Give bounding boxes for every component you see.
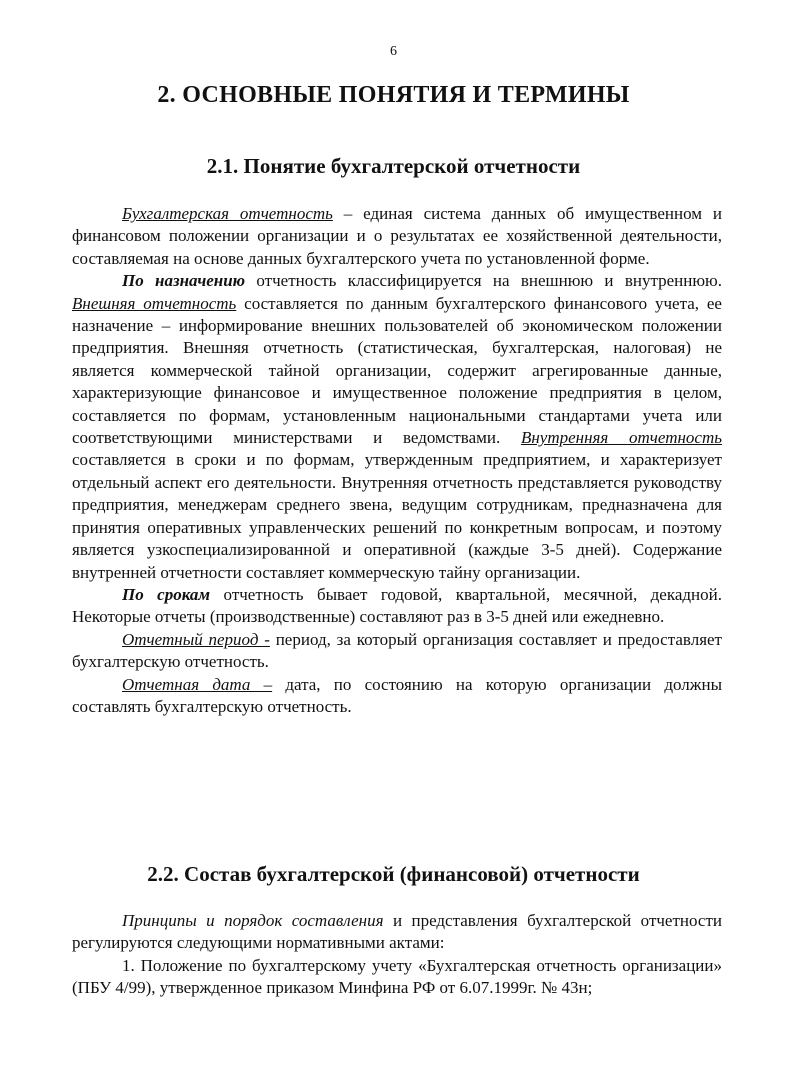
paragraph-text: составляется по данным бухгалтерского финансового учета, ее назначение – информирование внешних пользователей об экономическом положении предприятия. Внешняя отчетность (статистическая, бухгалтерская, налоговая) не является коммерческой тайной организации, содержит агрегированные данные, характеризующие финансовое и имущественное положение предприятия в целом, составляется по формам, установленным национальными стандартами учета или соответствующими министерствами и ведомствами. [72,293,722,448]
section-2-1-body [72,203,722,718]
paragraph-reporting-date [72,674,722,719]
paragraph-text: 1. Положение по бухгалтерскому учету «Бухгалтерская отчетность организации» (ПБУ 4/99), утвержденное приказом Минфина РФ от 6.07.1999г. № 43н; [72,955,722,998]
paragraph-terms [72,584,722,629]
paragraph-text: и представления бухгалтерской отчетности регулируются следующими нормативными актами: [72,911,722,953]
paragraph-text: отчетность классифицируется на внешнюю и внутреннюю. [245,271,722,291]
term-reporting-period: Отчетный период - [122,629,270,649]
paragraph-definition [72,203,722,270]
term-reporting-date: Отчетная дата – [122,674,273,694]
paragraph-principles [72,910,722,955]
paragraph-reporting-period [72,629,722,674]
term-principles: Принципы и порядок составления [122,911,384,930]
page-number: 6 [390,44,397,59]
paragraph-text: отчетность бывает годовой, квартальной, месячной, декадной. Некоторые отчеты (производственные) составляют раз в 3-5 дней или ежедневно. [72,584,722,627]
section-2-2-body [72,910,722,1000]
chapter-heading: 2. ОСНОВНЫЕ ПОНЯТИЯ И ТЕРМИНЫ [157,82,630,108]
term-by-period: По срокам [122,584,211,604]
term-internal-reporting: Внутренняя отчетность [520,428,722,448]
term-accounting-reporting: Бухгалтерская отчетность [122,204,333,223]
paragraph-purpose [72,270,722,584]
paragraph-text: составляется в сроки и по формам, утвержденным предприятием, и характеризует отдельный аспект его деятельности. Внутренняя отчетность представляется руководству предприятия, менеджерам среднего звена, ведущим сотрудникам, предназначена для принятия оперативных управленческих решений по конкретным вопросам, и поэтому является узкоспециализированной и оперативной (каждые 3-5 дней). Содержание внутренней отчетности составляет коммерческую тайну организации. [72,450,722,582]
section-heading-2-2: 2.2. Состав бухгалтерской (финансовой) отчетности [147,862,640,886]
list-item [72,955,722,1000]
paragraph-text: дата, по состоянию на которую организации должны составлять бухгалтерскую отчетность. [72,674,722,716]
term-by-purpose: По назначению [122,271,246,291]
section-heading-2-1: 2.1. Понятие бухгалтерской отчетности [206,154,581,178]
term-external-reporting: Внешняя отчетность [72,293,237,313]
paragraph-text: период, за который организация составляет и предоставляет бухгалтерскую отчетность. [72,629,722,672]
paragraph-text: – единая система данных об имущественном и финансовом положении организации и о результатах ее хозяйственной деятельности, составляемая на основе данных бухгалтерского учета по установленной форме. [72,204,722,268]
